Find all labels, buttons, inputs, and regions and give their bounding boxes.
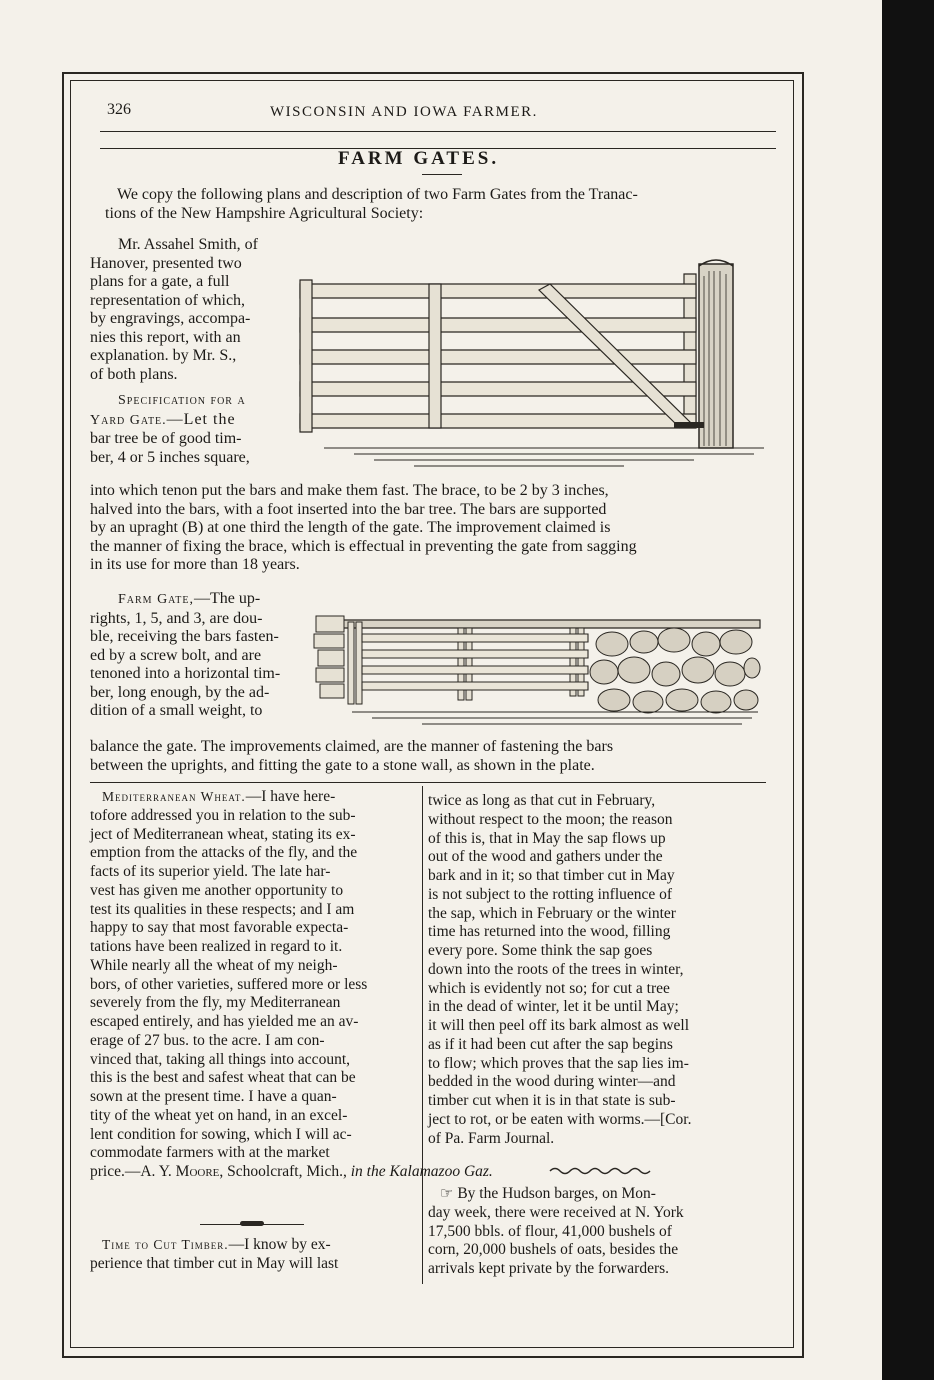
text-line: ject to rot, or be eaten with worms.—[Cor.	[428, 1110, 692, 1128]
pointing-hand-icon: ☞	[440, 1184, 454, 1202]
text-line: —The up-	[194, 590, 261, 607]
text-line: erage of 27 bus. to the acre. I am con-	[90, 1031, 325, 1049]
text-line: While nearly all the wheat of my neigh-	[90, 956, 338, 974]
farm-gate-illustration	[312, 612, 762, 730]
text-line: happy to say that most favorable expecta-	[90, 919, 349, 937]
timber-heading-line	[90, 1236, 415, 1255]
wheat-heading: Mediterranean Wheat.	[102, 789, 246, 804]
text-line: it will then peel off its bark almost as well	[428, 1017, 690, 1034]
yard-gate-heading-line2: Yard Gate.—Let the	[90, 410, 236, 428]
yard-gate-body	[90, 482, 766, 575]
hudson-item	[428, 1184, 758, 1279]
text-line: sown at the present time. I have a quan-	[90, 1088, 337, 1105]
wheat-heading-line	[90, 788, 415, 807]
text-line: rights, 1, 5, and 3, are dou-	[90, 609, 263, 627]
text-line: lent condition for sowing, which I will ac-	[90, 1125, 352, 1143]
text-line: representation of which,	[90, 291, 246, 309]
text-line: dition of a small weight, to	[90, 702, 263, 719]
text-line: escaped entirely, and has yielded me an av-	[90, 1013, 359, 1030]
text-line: corn, 20,000 bushels of oats, besides the	[428, 1241, 679, 1259]
text-line: ber, 4 or 5 inches square,	[90, 448, 250, 466]
running-title: WISCONSIN AND IOWA FARMER.	[270, 104, 538, 120]
scan-edge	[882, 0, 934, 1380]
wheat-signature: A. Y. Moore,	[140, 1163, 224, 1180]
text-line: test its qualities in these respects; and I am	[90, 900, 355, 918]
text-line: bors, of other varieties, suffered more or less	[90, 975, 368, 993]
text-line: twice as long as that cut in February,	[428, 792, 656, 809]
page-number: 326	[107, 101, 131, 118]
text-line: tations have been realized in regard to it.	[90, 938, 343, 955]
text-line: tofore addressed you in relation to the sub-	[90, 806, 356, 824]
separator-ornament	[240, 1221, 264, 1226]
text-line: of Pa. Farm Journal.	[428, 1129, 555, 1147]
text-line: as if it had been cut after the sap begins	[428, 1035, 673, 1053]
timber-article-start	[90, 1236, 415, 1274]
text-line: tenoned into a horizontal tim-	[90, 665, 281, 682]
text-line: down into the roots of the trees in winter,	[428, 960, 684, 978]
text-line: price.—	[90, 1163, 141, 1180]
text-line: vest has given me another opportunity to	[90, 881, 344, 899]
text-line: plans for a gate, a full	[90, 273, 230, 290]
text-line: —I have here-	[245, 788, 336, 805]
article-para-smith	[90, 236, 288, 384]
text-line: severely from the fly, my Mediterranean	[90, 994, 341, 1012]
text-line: 17,500 bbls. of flour, 41,000 bushels of	[428, 1222, 672, 1240]
text-line: this is the best and safest wheat that can be	[90, 1069, 356, 1087]
farm-gate-heading-line	[90, 590, 312, 610]
text-line: Hanover, presented two	[90, 254, 242, 272]
text-line: tions of the New Hampshire Agricultural Society:	[105, 204, 424, 222]
yard-gate-spec	[90, 392, 290, 467]
text-line: tity of the wheat yet on hand, in an excel-	[90, 1106, 348, 1124]
text-line: arrivals kept private by the forwarders.	[428, 1260, 670, 1277]
text-line: day week, there were received at N. York	[428, 1203, 684, 1221]
text-line: is not subject to the rotting influence of	[428, 885, 673, 903]
text-line: explanation. by Mr. S.,	[90, 347, 237, 364]
yard-gate-illustration	[294, 256, 768, 478]
text-line: Mr. Assahel Smith, of	[118, 236, 259, 253]
section-rule	[90, 782, 766, 783]
text-line: facts of its superior yield. The late har-	[90, 863, 331, 880]
text-line: to flow; which proves that the sap lies im-	[428, 1054, 689, 1072]
text-line: bark and in it; so that timber cut in May	[428, 867, 675, 884]
text-line: perience that timber cut in May will last	[90, 1254, 339, 1272]
text-line: timber cut when it is in that state is sub-	[428, 1092, 676, 1109]
text-line: which is evidently not so; for cut a tree	[428, 979, 670, 997]
text-line: halved into the bars, with a foot inserted into the bar tree. The bars are supported	[90, 500, 607, 518]
text-line: nies this report, with an	[90, 328, 241, 346]
article-intro	[105, 186, 765, 223]
wheat-source: in the Kalamazoo Gaz.	[350, 1163, 493, 1180]
farm-gate-body	[90, 738, 766, 775]
text-line: commodate farmers with at the market	[90, 1144, 330, 1162]
text-line: in its use for more than 18 years.	[90, 556, 300, 573]
text-line: the sap, which in February or the winter	[428, 904, 676, 922]
text-line: ject of Mediterranean wheat, stating its ex-	[90, 825, 356, 843]
yard-gate-heading-line1: Specification for a	[118, 393, 246, 408]
text-line: balance the gate. The improvements claimed, are the manner of fastening the bars	[90, 738, 614, 755]
text-line: into which tenon put the bars and make them fast. The brace, to be 2 by 3 inches,	[90, 482, 609, 499]
text-line: out of the wood and gathers under the	[428, 848, 663, 866]
text-line: ber, long enough, by the ad-	[90, 683, 270, 701]
wavy-separator	[548, 1166, 658, 1176]
farm-gate-spec	[90, 590, 312, 721]
text-line: every pore. Some think the sap goes	[428, 942, 653, 959]
text-line: the manner of fixing the brace, which is effectual in preventing the gate from sagging	[90, 537, 637, 555]
text-line: We copy the following plans and description of two Farm Gates from the Tranac-	[117, 186, 638, 203]
text-line: time has returned into the wood, filling	[428, 923, 671, 941]
text-line: emption from the attacks of the fly, and the	[90, 844, 358, 862]
hudson-first-line	[428, 1184, 758, 1204]
text-line: in the dead of winter, let it be until May;	[428, 998, 679, 1016]
text-line: by an upraght (B) at one third the length of the gate. The improvement claimed is	[90, 519, 611, 536]
wheat-signature-line	[90, 1163, 493, 1182]
text-line: of both plans.	[90, 365, 178, 383]
timber-heading: Time to Cut Timber.	[102, 1237, 229, 1252]
text-line: ed by a screw bolt, and are	[90, 646, 262, 664]
text-line: bar tree be of good tim-	[90, 430, 242, 447]
title-dash	[422, 174, 462, 175]
text-line: vinced that, taking all things into account,	[90, 1050, 350, 1068]
text-line: between the uprights, and fitting the gate to a stone wall, as shown in the plate.	[90, 756, 595, 774]
header-rule	[100, 131, 776, 132]
text-line: By the Hudson barges, on Mon-	[457, 1185, 656, 1202]
text-line: by engravings, accompa-	[90, 310, 251, 327]
text-line: ble, receiving the bars fasten-	[90, 628, 279, 645]
timber-article-continued	[428, 792, 758, 1148]
wheat-location: Schoolcraft, Mich.,	[227, 1163, 347, 1180]
text-line: —I know by ex-	[228, 1236, 331, 1253]
text-line: without respect to the moon; the reason	[428, 810, 673, 828]
text-line: of this is, that in May the sap flows up	[428, 829, 666, 847]
text-line: —Let the	[166, 410, 236, 428]
text-line: bedded in the wood during winter—and	[428, 1073, 676, 1091]
farm-gate-heading: Farm Gate,	[118, 592, 195, 607]
column-divider	[422, 786, 423, 1284]
article-title: FARM GATES.	[338, 148, 500, 169]
